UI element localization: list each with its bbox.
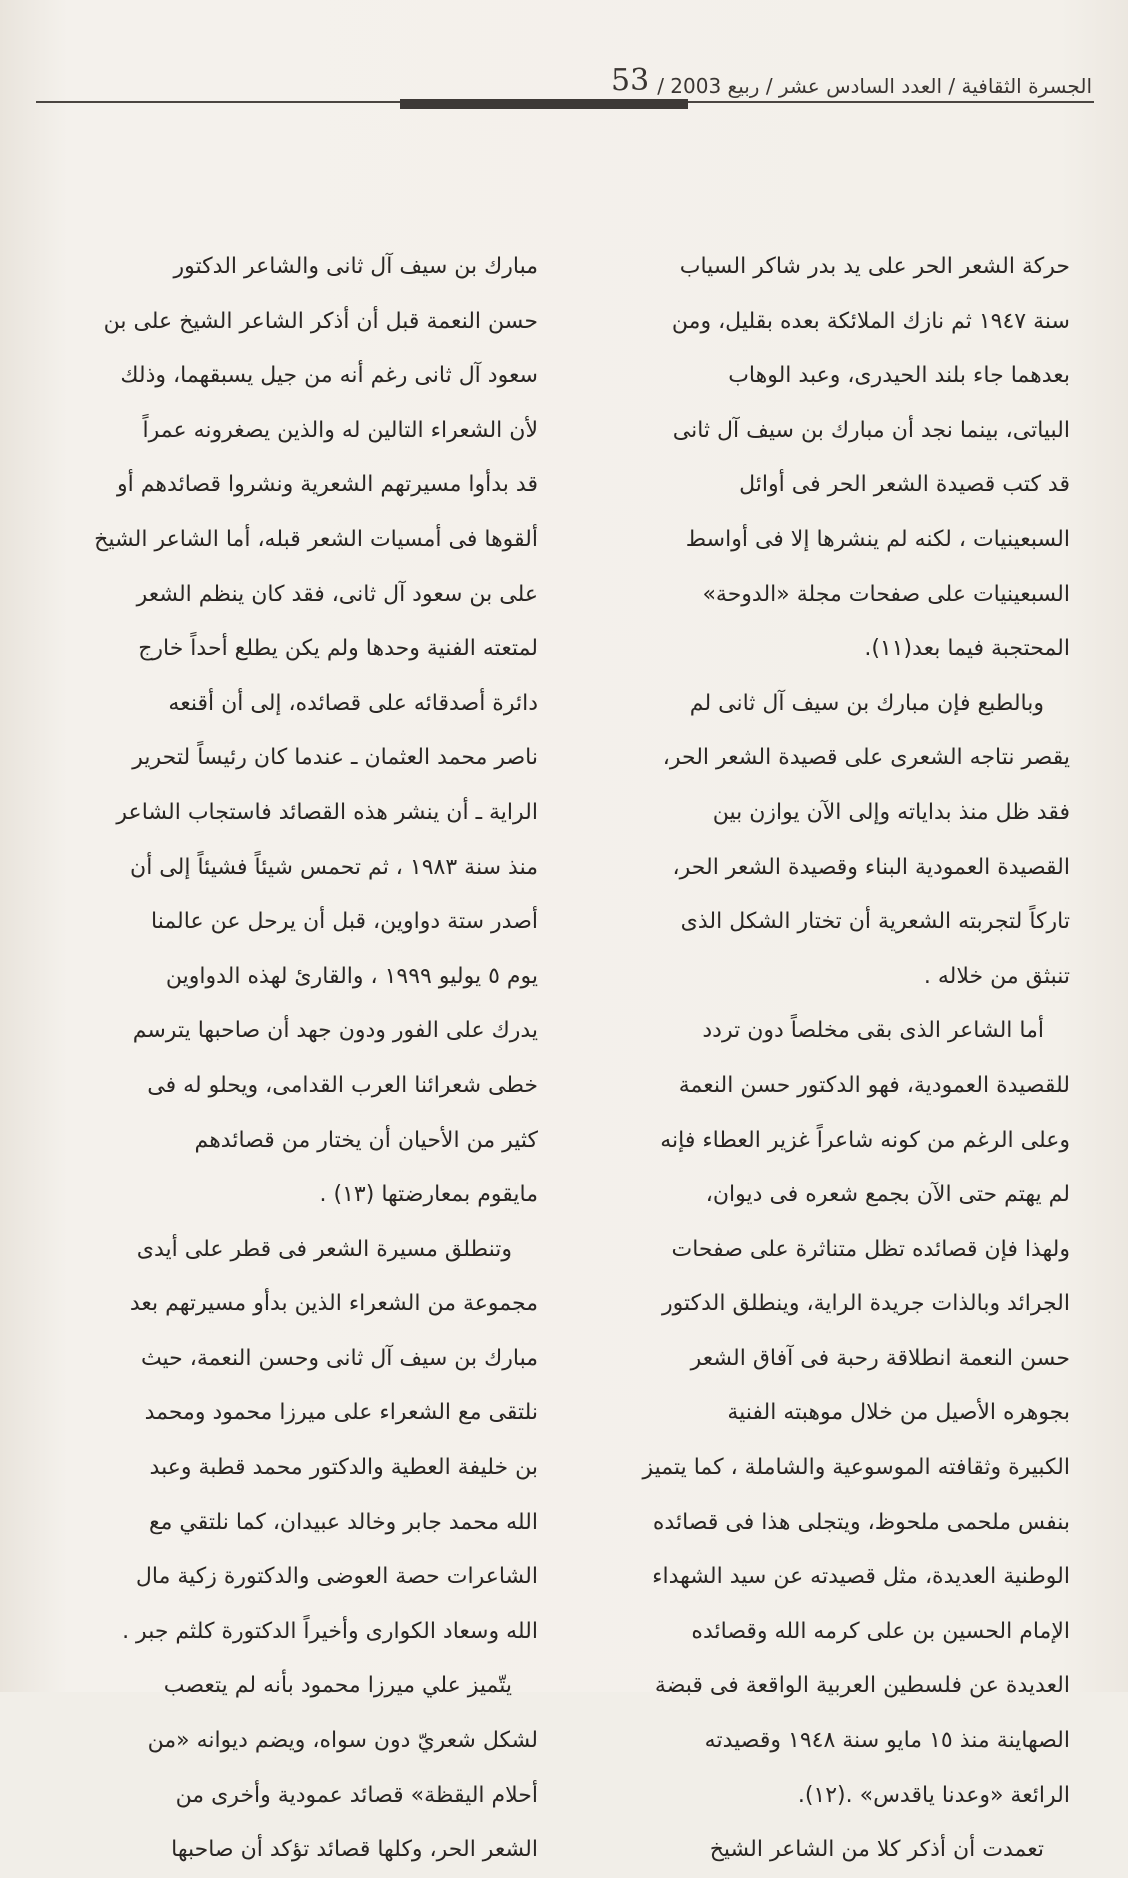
text-line: الكبيرة وثقافته الموسوعية والشاملة ، كما يتميز xyxy=(642,1455,1070,1481)
text-line: تعمدت أن أذكر كلا من الشاعر الشيخ xyxy=(709,1837,1044,1863)
text-line: أصدر ستة دواوين، قبل أن يرحل عن عالمنا xyxy=(151,909,538,935)
text-line: للقصيدة العمودية، فهو الدكتور حسن النعمة xyxy=(678,1072,1070,1098)
text-line: أما الشاعر الذى بقى مخلصاً دون تردد xyxy=(702,1018,1044,1044)
text-line: الوطنية العديدة، مثل قصيدته عن سيد الشهداء xyxy=(652,1564,1070,1590)
text-line: ولهذا فإن قصائده تظل متناثرة على صفحات xyxy=(671,1236,1070,1262)
text-line: الله محمد جابر وخالد عبيدان، كما نلتقي مع xyxy=(148,1509,538,1535)
text-line: نلتقى مع الشعراء على ميرزا محمود ومحمد xyxy=(144,1400,538,1426)
text-column-left xyxy=(58,240,538,1878)
text-column-right xyxy=(590,240,1070,1878)
header-rule-accent xyxy=(400,99,688,109)
text-line: مجموعة من الشعراء الذين بدأو مسيرتهم بعد xyxy=(129,1291,538,1317)
text-line: يوم ٥ يوليو ١٩٩٩ ، والقارئ لهذه الدواوين xyxy=(165,963,538,989)
page-header xyxy=(36,48,1092,98)
text-line: أحلام اليقظة» قصائد عمودية وأخرى من xyxy=(175,1782,538,1808)
text-line: تنبثق من خلاله . xyxy=(923,963,1070,989)
running-title: الجسرة الثقافية / العدد السادس عشر / ربيع 2003 / xyxy=(657,74,1092,98)
text-line: يتّميز علي ميرزا محمود بأنه لم يتعصب xyxy=(163,1673,512,1699)
text-line: ألقوها فى أمسيات الشعر قبله، أما الشاعر الشيخ xyxy=(94,526,538,552)
text-line: لشكل شعريّ دون سواه، ويضم ديوانه «من xyxy=(147,1728,538,1754)
text-line: سنة ١٩٤٧ ثم نازك الملائكة بعده بقليل، ومن xyxy=(671,308,1070,334)
text-line: كثير من الأحيان أن يختار من قصائدهم xyxy=(194,1127,538,1153)
text-line: وتنطلق مسيرة الشعر فى قطر على أيدى xyxy=(136,1236,512,1262)
text-line: الشعر الحر، وكلها قصائد تؤكد أن صاحبها xyxy=(171,1837,538,1863)
text-line: دائرة أصدقائه على قصائده، إلى أن أقنعه xyxy=(168,690,538,716)
text-line: بعدهما جاء بلند الحيدرى، وعبد الوهاب xyxy=(728,363,1070,389)
text-line: يدرك على الفور ودون جهد أن صاحبها يترسم xyxy=(132,1018,538,1044)
text-line: حسن النعمة قبل أن أذكر الشاعر الشيخ على بن xyxy=(103,308,538,334)
text-line: الصهاينة منذ ١٥ مايو سنة ١٩٤٨ وقصيدته xyxy=(704,1728,1070,1754)
text-line: قد بدأوا مسيرتهم الشعرية ونشروا قصائدهم أو xyxy=(117,472,538,498)
text-line: لأن الشعراء التالين له والذين يصغرونه عمراً xyxy=(142,417,538,443)
text-line: الله وسعاد الكوارى وأخيراً الدكتورة كلثم جبر . xyxy=(122,1618,538,1644)
text-line: على بن سعود آل ثانى، فقد كان ينظم الشعر xyxy=(136,581,538,607)
text-line: لمتعته الفنية وحدها ولم يكن يطلع أحداً خارج xyxy=(138,636,538,662)
text-line: الرائعة «وعدنا ياقدس» .(١٢). xyxy=(797,1782,1070,1808)
text-line: بجوهره الأصيل من خلال موهبته الفنية xyxy=(727,1400,1070,1426)
text-line: ناصر محمد العثمان ـ عندما كان رئيساً لتحرير xyxy=(132,745,538,771)
text-line: قد كتب قصيدة الشعر الحر فى أوائل xyxy=(739,472,1070,498)
text-line: لم يهتم حتى الآن بجمع شعره فى ديوان، xyxy=(705,1182,1070,1208)
text-line: السبعينيات ، لكنه لم ينشرها إلا فى أواسط xyxy=(685,526,1070,552)
text-line: الشاعرات حصة العوضى والدكتورة زكية مال xyxy=(135,1564,538,1590)
text-line: حركة الشعر الحر على يد بدر شاكر السياب xyxy=(679,254,1070,279)
text-line: المحتجبة فيما بعد(١١). xyxy=(864,636,1070,662)
text-line: مبارك بن سيف آل ثانى والشاعر الدكتور xyxy=(173,254,538,279)
text-line: وعلى الرغم من كونه شاعراً غزير العطاء فإنه xyxy=(660,1127,1070,1153)
text-line: بن خليفة العطية والدكتور محمد قطبة وعبد xyxy=(149,1455,538,1481)
text-line: يقصر نتاجه الشعرى على قصيدة الشعر الحر، xyxy=(662,745,1070,771)
text-line: فقد ظل منذ بداياته وإلى الآن يوازن بين xyxy=(712,799,1070,825)
text-line: السبعينيات على صفحات مجلة «الدوحة» xyxy=(702,581,1070,607)
page-number: 53 xyxy=(611,63,650,98)
text-line: سعود آل ثانى رغم أنه من جيل يسبقهما، وذلك xyxy=(120,363,538,389)
text-line: حسن النعمة انطلاقة رحبة فى آفاق الشعر xyxy=(690,1345,1070,1371)
text-line: الجرائد وبالذات جريدة الراية، وينطلق الدكتور xyxy=(662,1291,1070,1317)
text-line: مايقوم بمعارضتها (١٣) . xyxy=(319,1182,538,1208)
text-line: خطى شعرائنا العرب القدامى، ويحلو له فى xyxy=(147,1072,538,1098)
text-line: الإمام الحسين بن على كرمه الله وقصائده xyxy=(691,1618,1070,1644)
text-line: وبالطبع فإن مبارك بن سيف آل ثانى لم xyxy=(689,690,1044,716)
text-line: منذ سنة ١٩٨٣ ، ثم تحمس شيئاً فشيئاً إلى أن xyxy=(130,854,538,880)
text-line: بنفس ملحمى ملحوظ، ويتجلى هذا فى قصائده xyxy=(652,1509,1070,1535)
text-line: مبارك بن سيف آل ثانى وحسن النعمة، حيث xyxy=(140,1345,538,1371)
text-line: تاركاً لتجربته الشعرية أن تختار الشكل الذى xyxy=(680,909,1070,935)
text-line: الراية ـ أن ينشر هذه القصائد فاستجاب الشاعر xyxy=(116,799,538,825)
text-line: القصيدة العمودية البناء وقصيدة الشعر الحر، xyxy=(672,854,1070,880)
text-line: العديدة عن فلسطين العربية الواقعة فى قبضة xyxy=(654,1673,1070,1699)
text-line: البياتى، بينما نجد أن مبارك بن سيف آل ثانى xyxy=(672,417,1070,443)
